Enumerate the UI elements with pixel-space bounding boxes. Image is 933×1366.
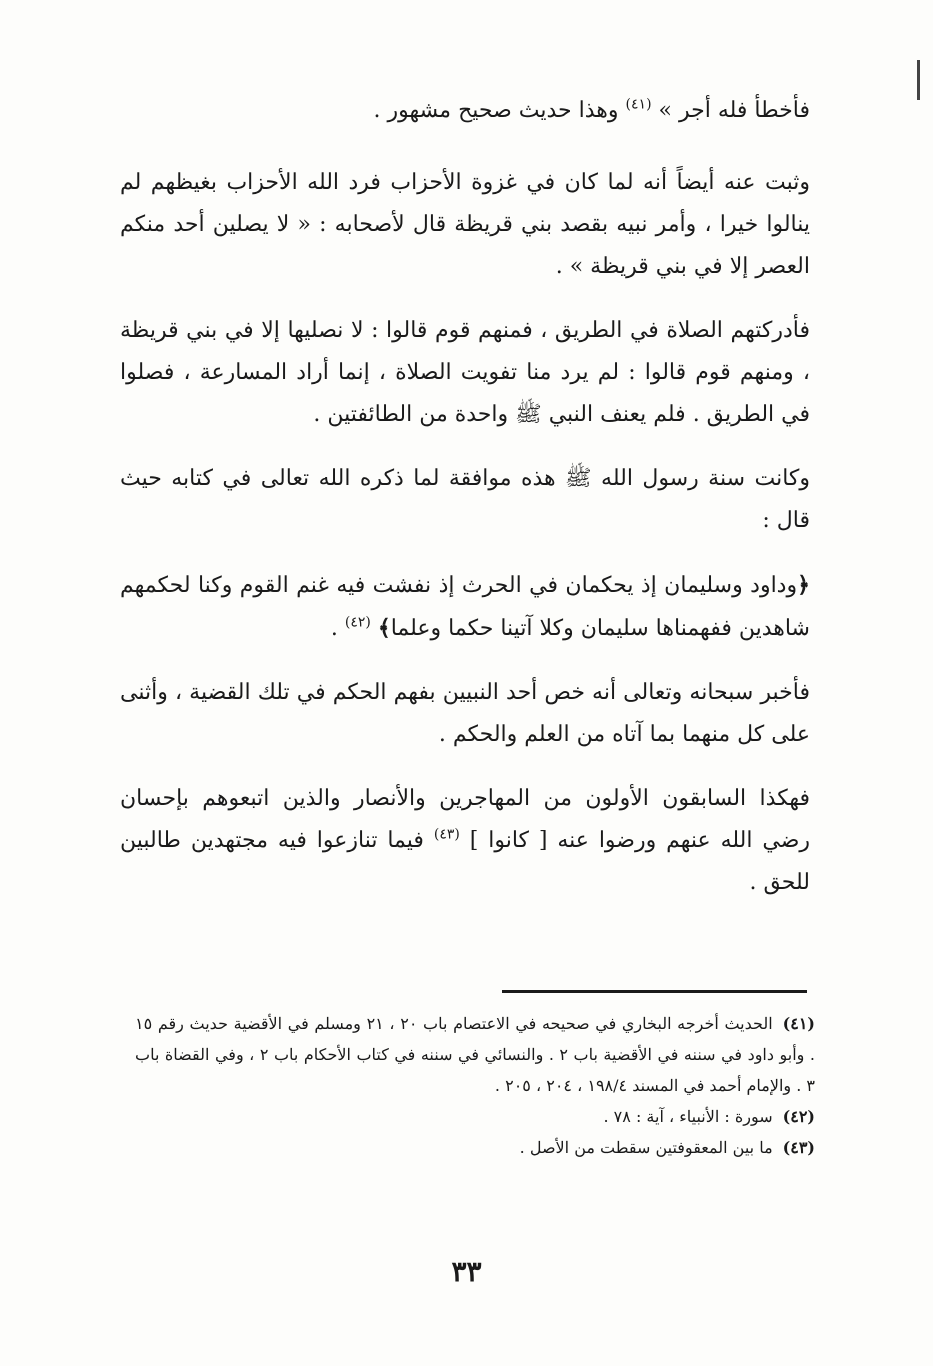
footnote-number: (٤١) — [782, 1014, 815, 1033]
footnote-text: سورة : الأنبياء ، آية : ٧٨ . — [603, 1107, 773, 1126]
margin-line — [917, 60, 920, 100]
page-number: ٣٣ — [451, 1255, 482, 1288]
footnote-ref-43[interactable]: (٤٣) — [433, 826, 460, 843]
footnote-text: ما بين المعقوفتين سقطت من الأصل . — [519, 1138, 773, 1157]
footnote-text: الحديث أخرجه البخاري في صحيحه في الاعتصام باب ٢٠ ، ٢١ ومسلم في الأقضية حديث رقم ١٥ . وأبو داود في سننه في الأقضية باب ٢ . والنسائي في سننه في كتاب الأحكام باب ٢ ، وفي القضاة باب ٣ . والإمام أحمد في المسند ١٩٨/٤ ، ٢٠٤ ، ٢٠٥ . — [135, 1014, 816, 1095]
paragraph-7-text-a: فهكذا السابقون الأولون من المهاجرين والأنصار والذين اتبعوهم بإحسان رضي الله عنهم ورضوا عنه [ كانوا ] — [120, 786, 810, 853]
main-text — [120, 90, 810, 926]
footnotes — [135, 1008, 815, 1163]
paragraph-1-text-b: وهذا حديث صحيح مشهور . — [373, 98, 619, 123]
quote-open-bracket: ﴿ — [797, 572, 810, 598]
quote-close-bracket: ﴾ — [377, 615, 391, 641]
footnote-ref-42[interactable]: (٤٢) — [344, 614, 371, 631]
footnote-number: (٤٢) — [782, 1107, 815, 1126]
footnote-number: (٤٣) — [782, 1138, 815, 1157]
paragraph-6: فأخبر سبحانه وتعالى أنه خص أحد النبيين بفهم الحكم في تلك القضية ، وأثنى على كل منهما بما آتاه من العلم والحكم . — [120, 680, 810, 747]
quote-end: . — [330, 616, 345, 641]
footnote-ref-41[interactable]: (٤١) — [625, 96, 652, 113]
paragraph-7 — [120, 778, 810, 904]
paragraph-1 — [120, 90, 810, 132]
quran-quote — [120, 564, 810, 650]
footnote-41 — [135, 1008, 815, 1101]
paragraph-2: وثبت عنه أيضاً أنه لما كان في غزوة الأحزاب فرد الله الأحزاب بغيظهم لم ينالوا خيرا ، وأمر نبيه بقصد بني قريظة قال لأصحابه : « لا يصلين أحد منكم العصر إلا في بني قريظة » . — [120, 170, 810, 279]
footnote-separator — [502, 990, 807, 993]
paragraph-3: فأدركتهم الصلاة في الطريق ، فمنهم قوم قالوا : لا نصليها إلا في بني قريظة ، ومنهم قوم قالوا : لم يرد منا تفويت الصلاة ، إنما أراد المسارعة ، فصلوا في الطريق . فلم يعنف النبي ﷺ واحدة من الطائفتين . — [120, 318, 810, 427]
paragraph-7-text-b: فيما تنازعوا فيه مجتهدين طالبين للحق . — [120, 828, 810, 895]
paragraph-1-text-a: فأخطأ فله أجر » — [658, 98, 810, 123]
quote-text: وداود وسليمان إذ يحكمان في الحرث إذ نفشت فيه غنم القوم وكنا لحكمهم شاهدين ففهمناها سليمان وكلا آتينا حكما وعلما — [120, 573, 810, 641]
paragraph-4: وكانت سنة رسول الله ﷺ هذه موافقة لما ذكره الله تعالى في كتابه حيث قال : — [120, 466, 810, 533]
footnote-42 — [135, 1101, 815, 1132]
footnote-43 — [135, 1132, 815, 1163]
